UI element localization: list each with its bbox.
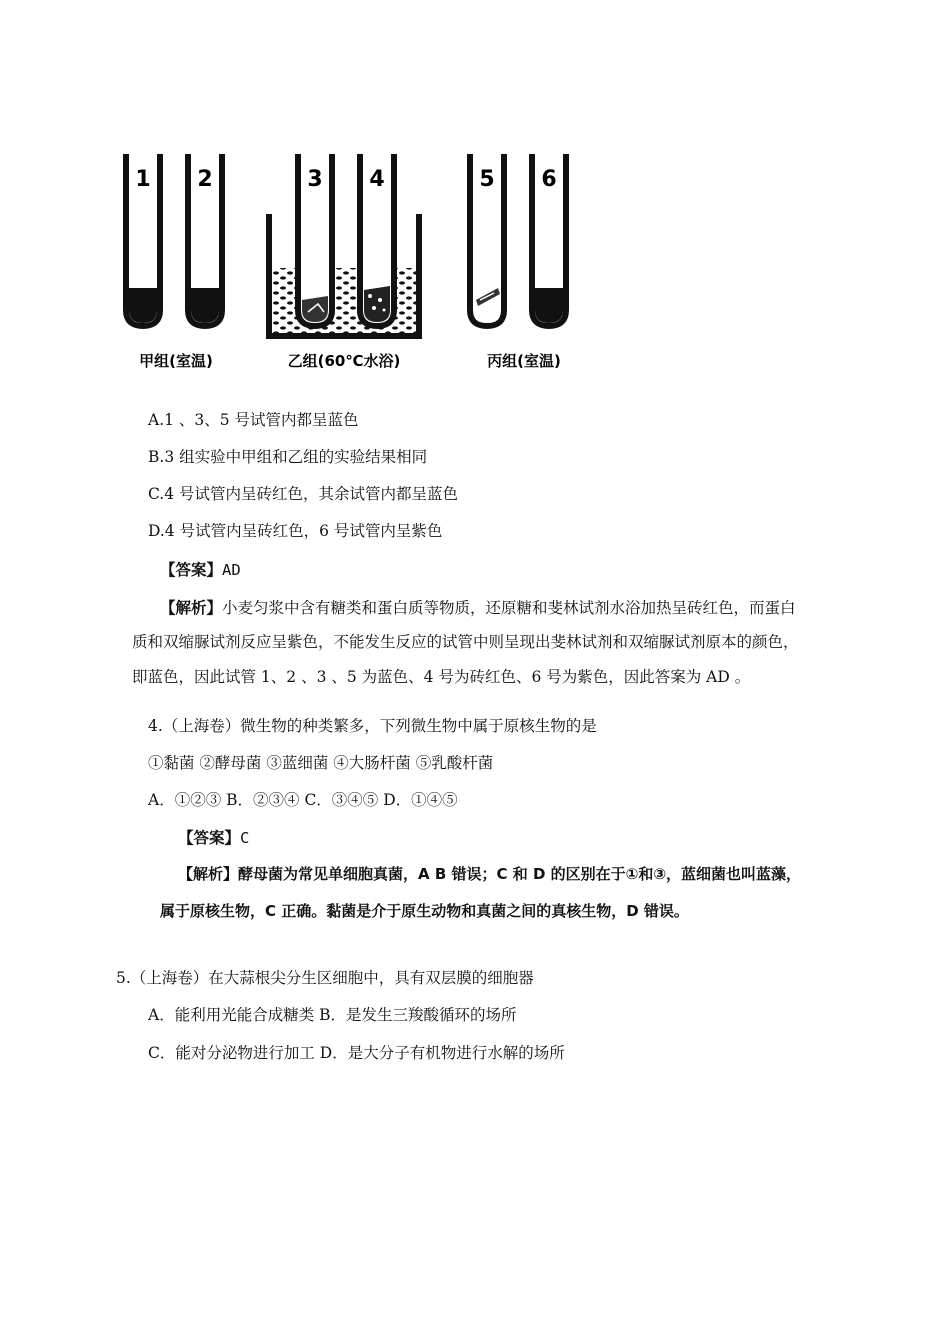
analysis-text: 小麦匀浆中含有糖类和蛋白质等物质，还原糖和斐林试剂水浴加热呈砖红色，而蛋白 <box>222 599 796 617</box>
tube-number-4: 4 <box>369 167 385 192</box>
q5-options-row-1: A．能利用光能合成糖类 B．是发生三羧酸循环的场所 <box>148 1006 517 1024</box>
q3-option-d: D.4 号试管内呈砖红色，6 号试管内呈紫色 <box>148 522 443 540</box>
q3-option-c: C.4 号试管内呈砖红色，其余试管内都呈蓝色 <box>148 485 459 503</box>
analysis-tag: 【解析】 <box>178 865 239 883</box>
q4-answer <box>178 828 249 848</box>
q4-items: ①黏菌 ②酵母菌 ③蓝细菌 ④大肠杆菌 ⑤乳酸杆菌 <box>148 754 494 772</box>
tube-number-6: 6 <box>541 167 557 192</box>
tube-number-1: 1 <box>135 167 151 192</box>
answer-value: AD <box>222 561 241 579</box>
q4-analysis-line-2: 属于原核生物，C 正确。黏菌是介于原生动物和真菌之间的真核生物，D 错误。 <box>160 902 689 920</box>
answer-tag: 【答案】 <box>178 829 241 847</box>
analysis-text: 酵母菌为常见单细胞真菌，A B 错误；C 和 D 的区别在于①和③，蓝细菌也叫蓝藻， <box>238 865 802 883</box>
q3-analysis-line-3: 即蓝色，因此试管 1、2 、3 、5 为蓝色、4 号为砖红色、6 号为紫色，因此答案为 AD 。 <box>132 668 751 686</box>
group-label-a: 甲组(室温) <box>139 352 213 370</box>
q5-options-row-2: C．能对分泌物进行加工 D．是大分子有机物进行水解的场所 <box>148 1044 565 1062</box>
group-label-c: 丙组(室温) <box>487 352 561 370</box>
group-label-b: 乙组(60℃水浴) <box>287 352 401 370</box>
test-tube-figure <box>118 150 588 375</box>
q5-stem: 5.（上海卷）在大蒜根尖分生区细胞中，具有双层膜的细胞器 <box>116 969 534 987</box>
q4-analysis-line-1 <box>178 864 801 884</box>
q4-options: A．①②③ B．②③④ C．③④⑤ D．①④⑤ <box>148 791 458 809</box>
tube-number-5: 5 <box>479 167 495 192</box>
tube-number-2: 2 <box>197 167 213 192</box>
answer-tag: 【答案】 <box>160 561 223 579</box>
tube-number-3: 3 <box>307 167 323 192</box>
analysis-tag: 【解析】 <box>160 599 223 617</box>
answer-value: C <box>240 829 250 847</box>
q3-analysis-line-2: 质和双缩脲试剂反应呈紫色，不能发生反应的试管中则呈现出斐林试剂和双缩脲试剂原本的颜色， <box>132 633 799 651</box>
q3-option-a: A.1 、3、5 号试管内都呈蓝色 <box>148 411 359 429</box>
q3-answer <box>160 560 241 580</box>
q3-analysis-line-1 <box>160 598 796 618</box>
q3-option-b: B.3 组实验中甲组和乙组的实验结果相同 <box>148 448 428 466</box>
q4-stem: 4.（上海卷）微生物的种类繁多，下列微生物中属于原核生物的是 <box>148 717 597 735</box>
